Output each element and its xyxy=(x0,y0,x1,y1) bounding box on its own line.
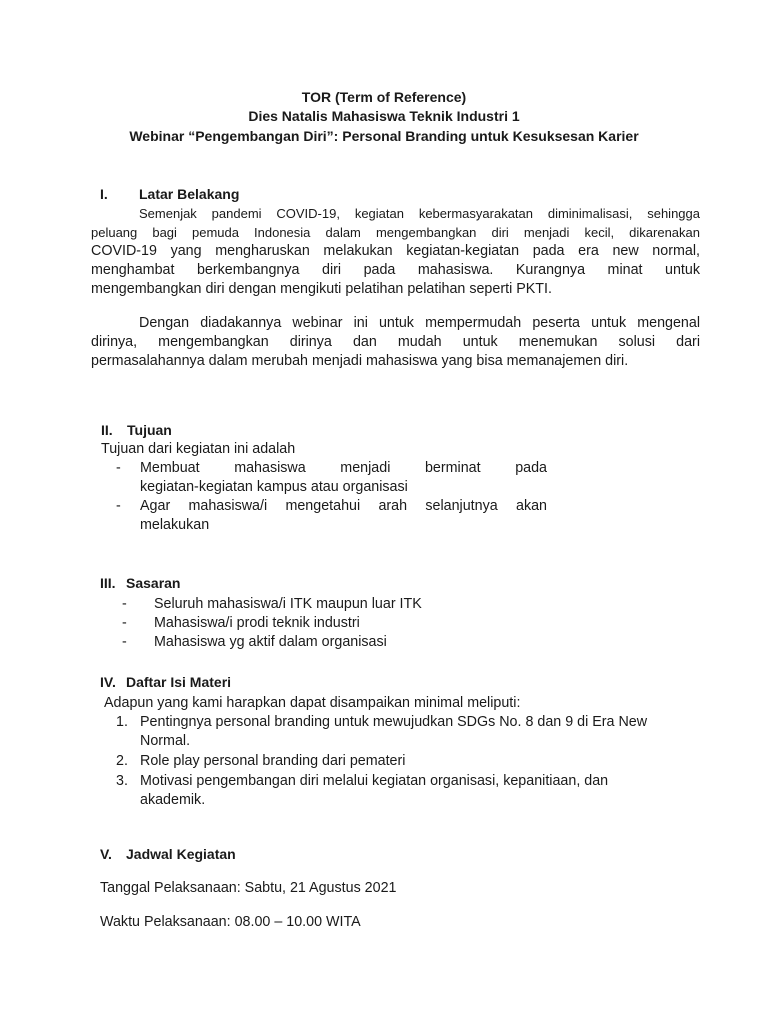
list-bullet: - xyxy=(116,460,121,476)
section1-p1-line: peluang bagi pemuda Indonesia dalam mengembangkan diri menjadi kecil, dikarenakan xyxy=(91,225,700,240)
section1-p2-line: Dengan diadakannya webinar ini untuk mempermudah peserta untuk mengenal xyxy=(139,315,700,331)
section1-heading: Latar Belakang xyxy=(139,186,240,202)
list-item-line: Pentingnya personal branding untuk mewujudkan SDGs No. 8 dan 9 di Era New xyxy=(140,714,648,730)
list-bullet: - xyxy=(122,634,127,650)
section2-intro: Tujuan dari kegiatan ini adalah xyxy=(101,441,296,457)
section2-numeral: II. xyxy=(101,422,113,438)
list-bullet: - xyxy=(122,596,127,612)
list-number: 3. xyxy=(116,773,128,789)
list-item: Mahasiswa/i prodi teknik industri xyxy=(154,615,360,631)
list-item-line: Normal. xyxy=(140,733,191,749)
section4-numeral: IV. xyxy=(100,674,116,690)
section3-heading: Sasaran xyxy=(126,575,181,591)
list-item: Seluruh mahasiswa/i ITK maupun luar ITK xyxy=(154,596,422,612)
list-item-line: akademik. xyxy=(140,792,206,808)
doc-title: TOR (Term of Reference) xyxy=(301,89,467,105)
list-item-line: Motivasi pengembangan diri melalui kegiatan organisasi, kepanitiaan, dan xyxy=(140,773,609,789)
event-time: Waktu Pelaksanaan: 08.00 – 10.00 WITA xyxy=(100,914,361,930)
section1-p1-line: menghambat berkembangnya diri pada mahasiswa. Kurangnya minat untuk xyxy=(91,262,700,278)
section1-p1-line: COVID-19 yang mengharuskan melakukan kegiatan-kegiatan pada era new normal, xyxy=(91,243,700,259)
section1-p2-line: dirinya, mengembangkan dirinya dan mudah untuk menemukan solusi dari xyxy=(91,334,700,350)
list-item-line: Agar mahasiswa/i mengetahui arah selanjutnya akan xyxy=(140,498,547,514)
section4-heading: Daftar Isi Materi xyxy=(126,674,232,690)
list-item-line: Membuat mahasiswa menjadi berminat pada xyxy=(140,460,547,476)
section1-numeral: I. xyxy=(100,186,108,202)
section5-heading: Jadwal Kegiatan xyxy=(126,846,236,862)
doc-subtitle: Dies Natalis Mahasiswa Teknik Industri 1 xyxy=(248,108,520,124)
list-item-line: melakukan xyxy=(140,517,210,533)
list-item: Mahasiswa yg aktif dalam organisasi xyxy=(154,634,387,650)
section1-p1-line: mengembangkan diri dengan mengikuti pelatihan pelatihan seperti PKTI. xyxy=(91,281,552,297)
section2-heading: Tujuan xyxy=(127,422,172,438)
list-bullet: - xyxy=(122,615,127,631)
event-date: Tanggal Pelaksanaan: Sabtu, 21 Agustus 2021 xyxy=(100,880,397,896)
section3-numeral: III. xyxy=(100,575,116,591)
doc-webinar-title: Webinar “Pengembangan Diri”: Personal Branding untuk Kesuksesan Karier xyxy=(129,128,639,144)
list-number: 2. xyxy=(116,753,128,769)
section4-intro: Adapun yang kami harapkan dapat disampaikan minimal meliputi: xyxy=(104,695,521,711)
list-item-line: kegiatan-kegiatan kampus atau organisasi xyxy=(140,479,408,495)
section1-p2-line: permasalahannya dalam merubah menjadi mahasiswa yang bisa memanajemen diri. xyxy=(91,353,629,369)
section1-p1-line: Semenjak pandemi COVID-19, kegiatan kebermasyarakatan diminimalisasi, sehingga xyxy=(139,206,700,221)
list-bullet: - xyxy=(116,498,121,514)
section5-numeral: V. xyxy=(100,846,112,862)
list-number: 1. xyxy=(116,714,128,730)
list-item-line: Role play personal branding dari pemateri xyxy=(140,753,406,769)
